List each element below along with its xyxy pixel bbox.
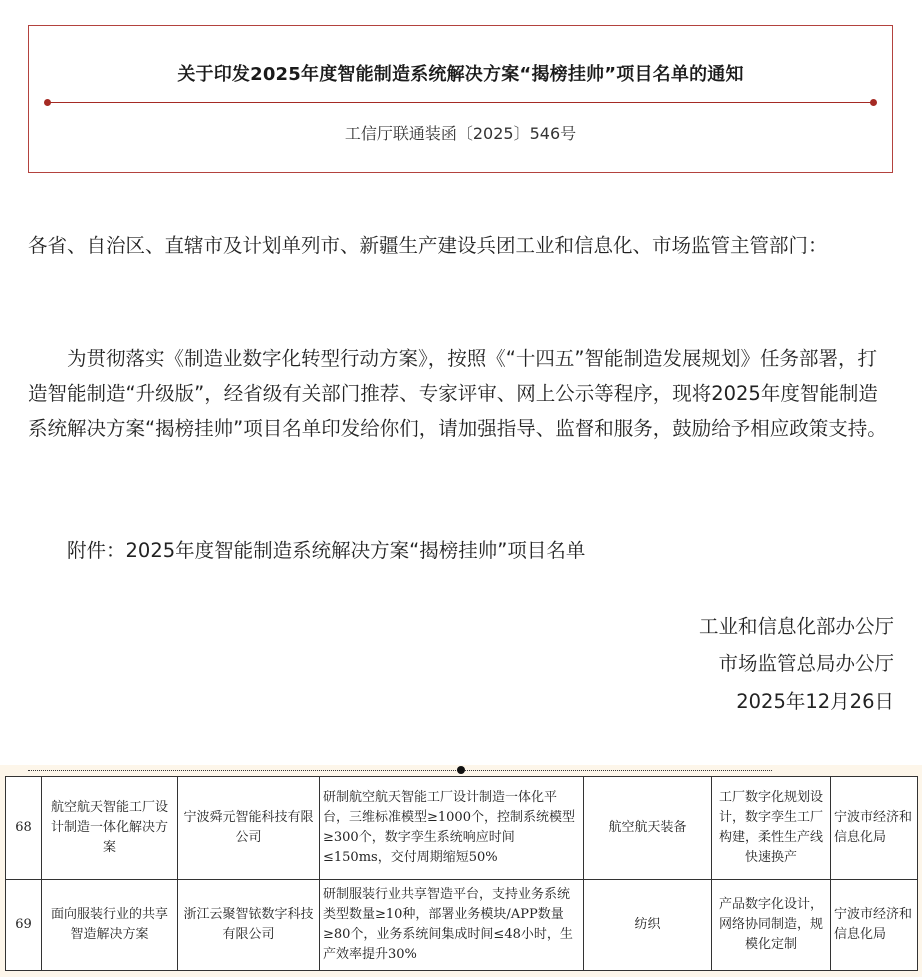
notice-title: 关于印发2025年度智能制造系统解决方案“揭榜挂帅”项目名单的通知 — [177, 64, 744, 85]
red-divider — [47, 102, 874, 103]
divider-dot-left — [44, 99, 51, 106]
industry: 纺织 — [584, 880, 712, 971]
project-content: 研制服装行业共享智造平台，支持业务系统类型数量≥10种，部署业务模块/APP数量≥80个，业务系统间集成时间≤48小时，生产效率提升30% — [320, 880, 584, 971]
scenario: 产品数字化设计，网络协同制造，规模化定制 — [712, 880, 831, 971]
row-number: 69 — [6, 880, 42, 971]
page-break-divider — [28, 770, 772, 771]
company-name: 宁波舜元智能科技有限公司 — [178, 777, 320, 880]
salutation: 各省、自治区、直辖市及计划单列市、新疆生产建设兵团工业和信息化、市场监管主管部门： — [28, 234, 828, 257]
company-name: 浙江云聚智铱数字科技有限公司 — [178, 880, 320, 971]
project-name: 面向服装行业的共享智造解决方案 — [42, 880, 178, 971]
project-list-table — [5, 776, 918, 971]
main-paragraph: 为贯彻落实《制造业数字化转型行动方案》，按照《“十四五”智能制造发展规划》任务部署，打造智能制造“升级版”，经省级有关部门推荐、专家评审、网上公示等程序，现将2025年度智能制造系统解决方案“揭榜挂帅”项目名单印发给你们，请加强指导、监督和服务，鼓励给予相应政策支持。 — [28, 347, 887, 440]
scenario: 工厂数字化规划设计，数字孪生工厂构建，柔性生产线快速换产 — [712, 777, 831, 880]
project-name: 航空航天智能工厂设计制造一体化解决方案 — [42, 777, 178, 880]
attachment-line: 附件：2025年度智能制造系统解决方案“揭榜挂帅”项目名单 — [67, 539, 586, 562]
recommending-authority: 宁波市经济和信息化局 — [831, 880, 918, 971]
project-content: 研制航空航天智能工厂设计制造一体化平台，三维标准模型≥1000个，控制系统模型≥300个，数字孪生系统响应时间≤150ms，交付周期缩短50% — [320, 777, 584, 880]
document-number: 工信厅联通装函〔2025〕546号 — [344, 124, 577, 143]
signature-date: 2025年12月26日 — [736, 690, 894, 713]
recommending-authority: 宁波市经济和信息化局 — [831, 777, 918, 880]
notice-header-box — [28, 25, 893, 173]
industry: 航空航天装备 — [584, 777, 712, 880]
row-number: 68 — [6, 777, 42, 880]
page-break-dot — [457, 766, 465, 774]
signature-office-2: 市场监管总局办公厅 — [718, 652, 894, 675]
table-row — [6, 777, 918, 880]
signature-office-1: 工业和信息化部办公厅 — [698, 615, 894, 638]
table-row — [6, 880, 918, 971]
divider-dot-right — [870, 99, 877, 106]
